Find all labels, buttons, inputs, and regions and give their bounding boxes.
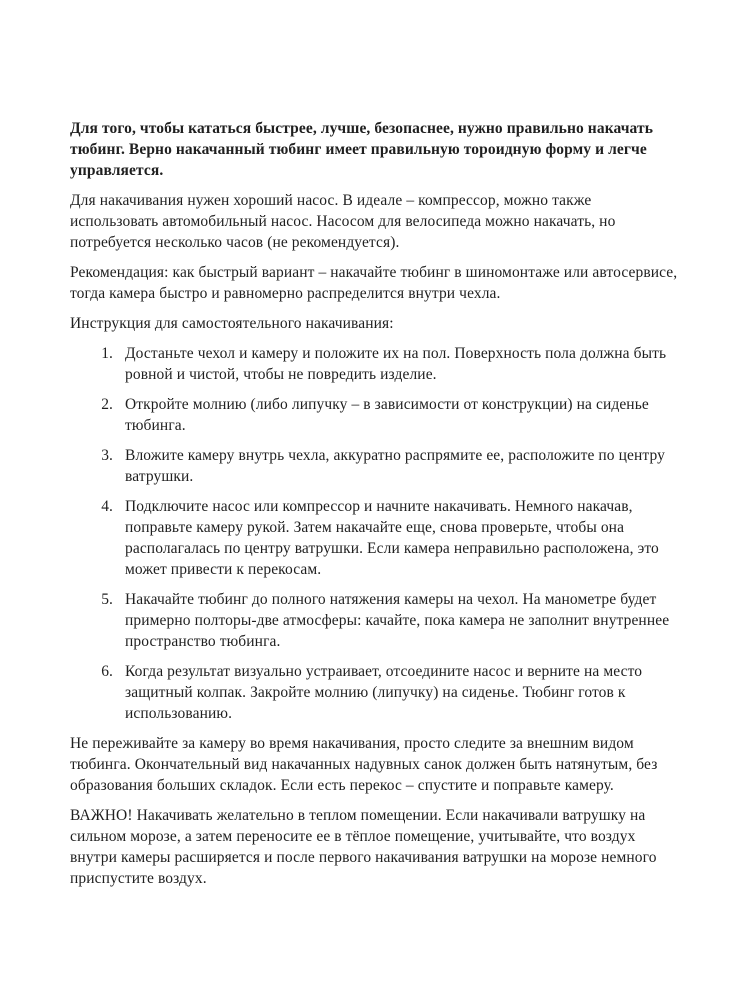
list-item: 3. Вложите камеру внутрь чехла, аккуратно распрямите ее, расположите по центру ватрушки. bbox=[117, 445, 682, 487]
list-item: 2. Откройте молнию (либо липучку – в зависимости от конструкции) на сиденье тюбинга. bbox=[117, 394, 682, 436]
document-body bbox=[70, 118, 682, 889]
list-item: 1. Достаньте чехол и камеру и положите их на пол. Поверхность пола должна быть ровной и чистой, чтобы не повредить изделие. bbox=[117, 343, 682, 385]
important-paragraph: ВАЖНО! Накачивать желательно в теплом помещении. Если накачивали ватрушку на сильном морозе, а затем переносите ее в тёплое помещение, учитывайте, что воздух внутри камеры расширяется и после первого накачивания ватрушки на морозе немного приспустите воздух. bbox=[70, 807, 657, 887]
recommendation-paragraph: Рекомендация: как быстрый вариант – накачайте тюбинг в шиномонтаже или автосервисе, тогда камера быстро и равномерно распределится внутри чехла. bbox=[70, 264, 678, 302]
intro-paragraph: Для того, чтобы кататься быстрее, лучше, безопаснее, нужно правильно накачать тюбинг. Верно накачанный тюбинг имеет правильную тороидную форму и легче управляется. bbox=[70, 120, 654, 179]
list-item: 4. Подключите насос или компрессор и начните накачивать. Немного накачав, поправьте камеру рукой. Затем накачайте еще, снова проверьте, чтобы она располагалась по центру ватрушки. Если камера неправильно расположена, это может привести к перекосам. bbox=[117, 496, 682, 580]
list-item: 5. Накачайте тюбинг до полного натяжения камеры на чехол. На манометре будет примерно полторы-две атмосферы: качайте, пока камера не заполнит внутреннее пространство тюбинга. bbox=[117, 589, 682, 652]
pump-paragraph: Для накачивания нужен хороший насос. В идеале – компрессор, можно также использовать автомобильный насос. Насосом для велосипеда можно накачать, но потребуется несколько часов (не рекомендуется). bbox=[70, 192, 616, 251]
instruction-heading: Инструкция для самостоятельного накачивания: bbox=[70, 315, 394, 332]
list-item: 6. Когда результат визуально устраивает, отсоедините насос и верните на место защитный колпак. Закройте молнию (липучку) на сиденье. Тюбинг готов к использованию. bbox=[117, 661, 682, 724]
instruction-steps-list bbox=[70, 343, 682, 724]
monitoring-paragraph: Не переживайте за камеру во время накачивания, просто следите за внешним видом тюбинга. Окончательный вид накачанных надувных санок должен быть натянутым, без образования больших складок. Если есть перекос – спустите и поправьте камеру. bbox=[70, 735, 658, 794]
